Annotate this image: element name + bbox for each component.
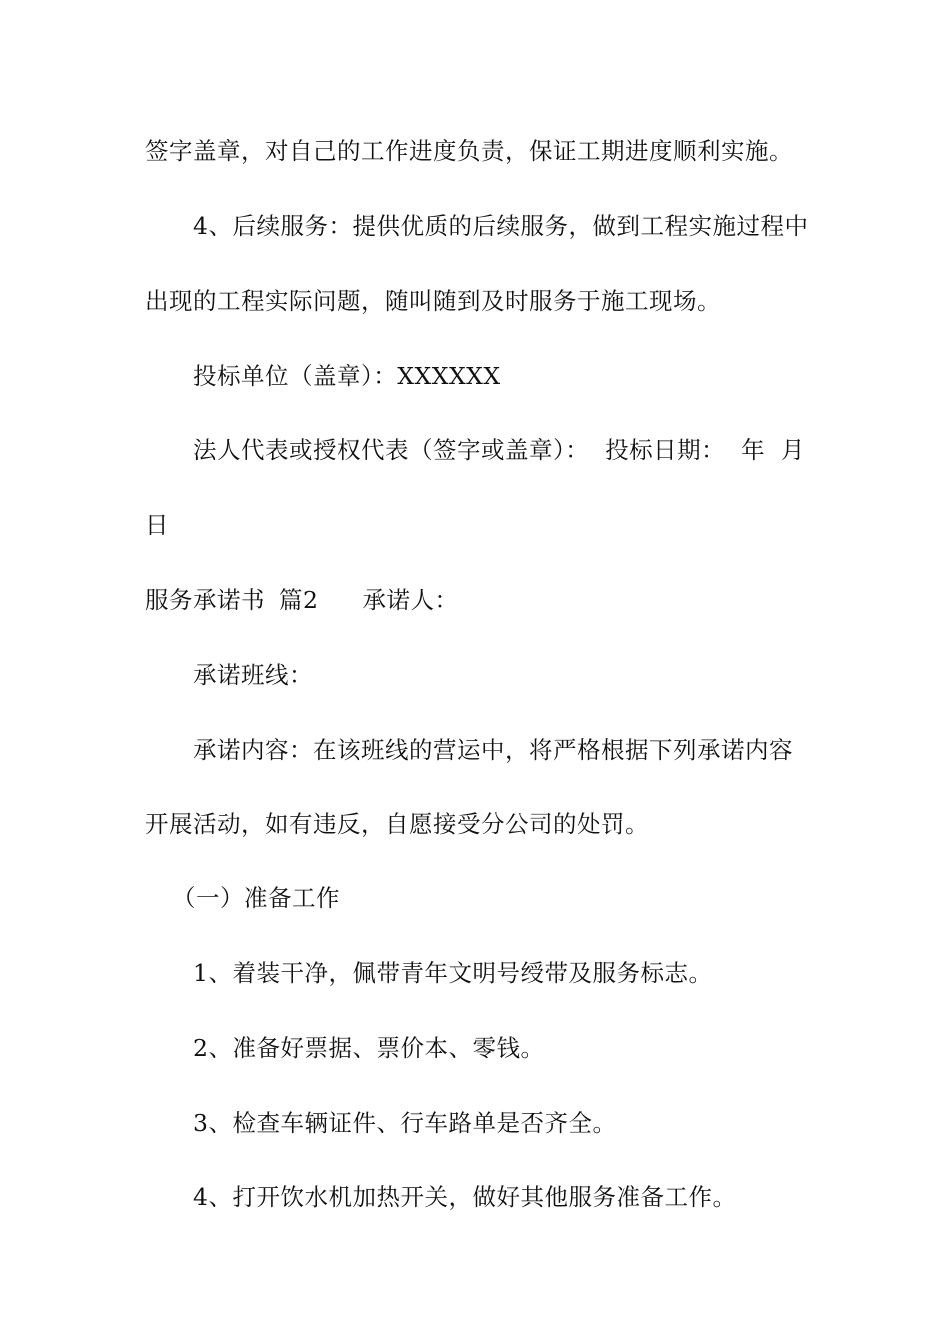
list-item: 2、准备好票据、票价本、零钱。: [193, 1034, 545, 1062]
promiser-label: 承诺人：: [362, 586, 459, 614]
promise-route-line: 承诺班线：: [193, 661, 313, 689]
list-item: 4、打开饮水机加热开关，做好其他服务准备工作。: [193, 1183, 737, 1211]
after-sales-service-line: 4、后续服务：提供优质的后续服务，做到工程实施过程中: [193, 212, 809, 240]
paragraph-line: 开展活动，如有违反，自愿接受分公司的处罚。: [145, 810, 649, 838]
legal-rep-line: [193, 434, 805, 466]
section-chapter: 篇2: [279, 586, 319, 614]
section-title: 服务承诺书: [145, 586, 265, 614]
section-heading: [145, 584, 458, 616]
bidder-unit-line: 投标单位（盖章）：XXXXXX: [193, 362, 501, 390]
month-label: 月: [780, 436, 805, 464]
day-label: 日: [145, 511, 169, 539]
subsection-heading: （一）准备工作: [172, 884, 340, 912]
bid-date-label: 投标日期：: [605, 436, 726, 464]
promise-content-line: 承诺内容：在该班线的营运中，将严格根据下列承诺内容: [193, 736, 793, 764]
paragraph-line: 出现的工程实际问题，随叫随到及时服务于施工现场。: [145, 287, 721, 315]
list-item: 3、检查车辆证件、行车路单是否齐全。: [193, 1109, 617, 1137]
paragraph-line: 签字盖章，对自己的工作进度负责，保证工期进度顺利实施。: [145, 137, 793, 165]
legal-rep-label: 法人代表或授权代表（签字或盖章）：: [193, 436, 590, 464]
list-item: 1、着装干净，佩带青年文明号绶带及服务标志。: [193, 959, 713, 987]
year-label: 年: [741, 436, 766, 464]
